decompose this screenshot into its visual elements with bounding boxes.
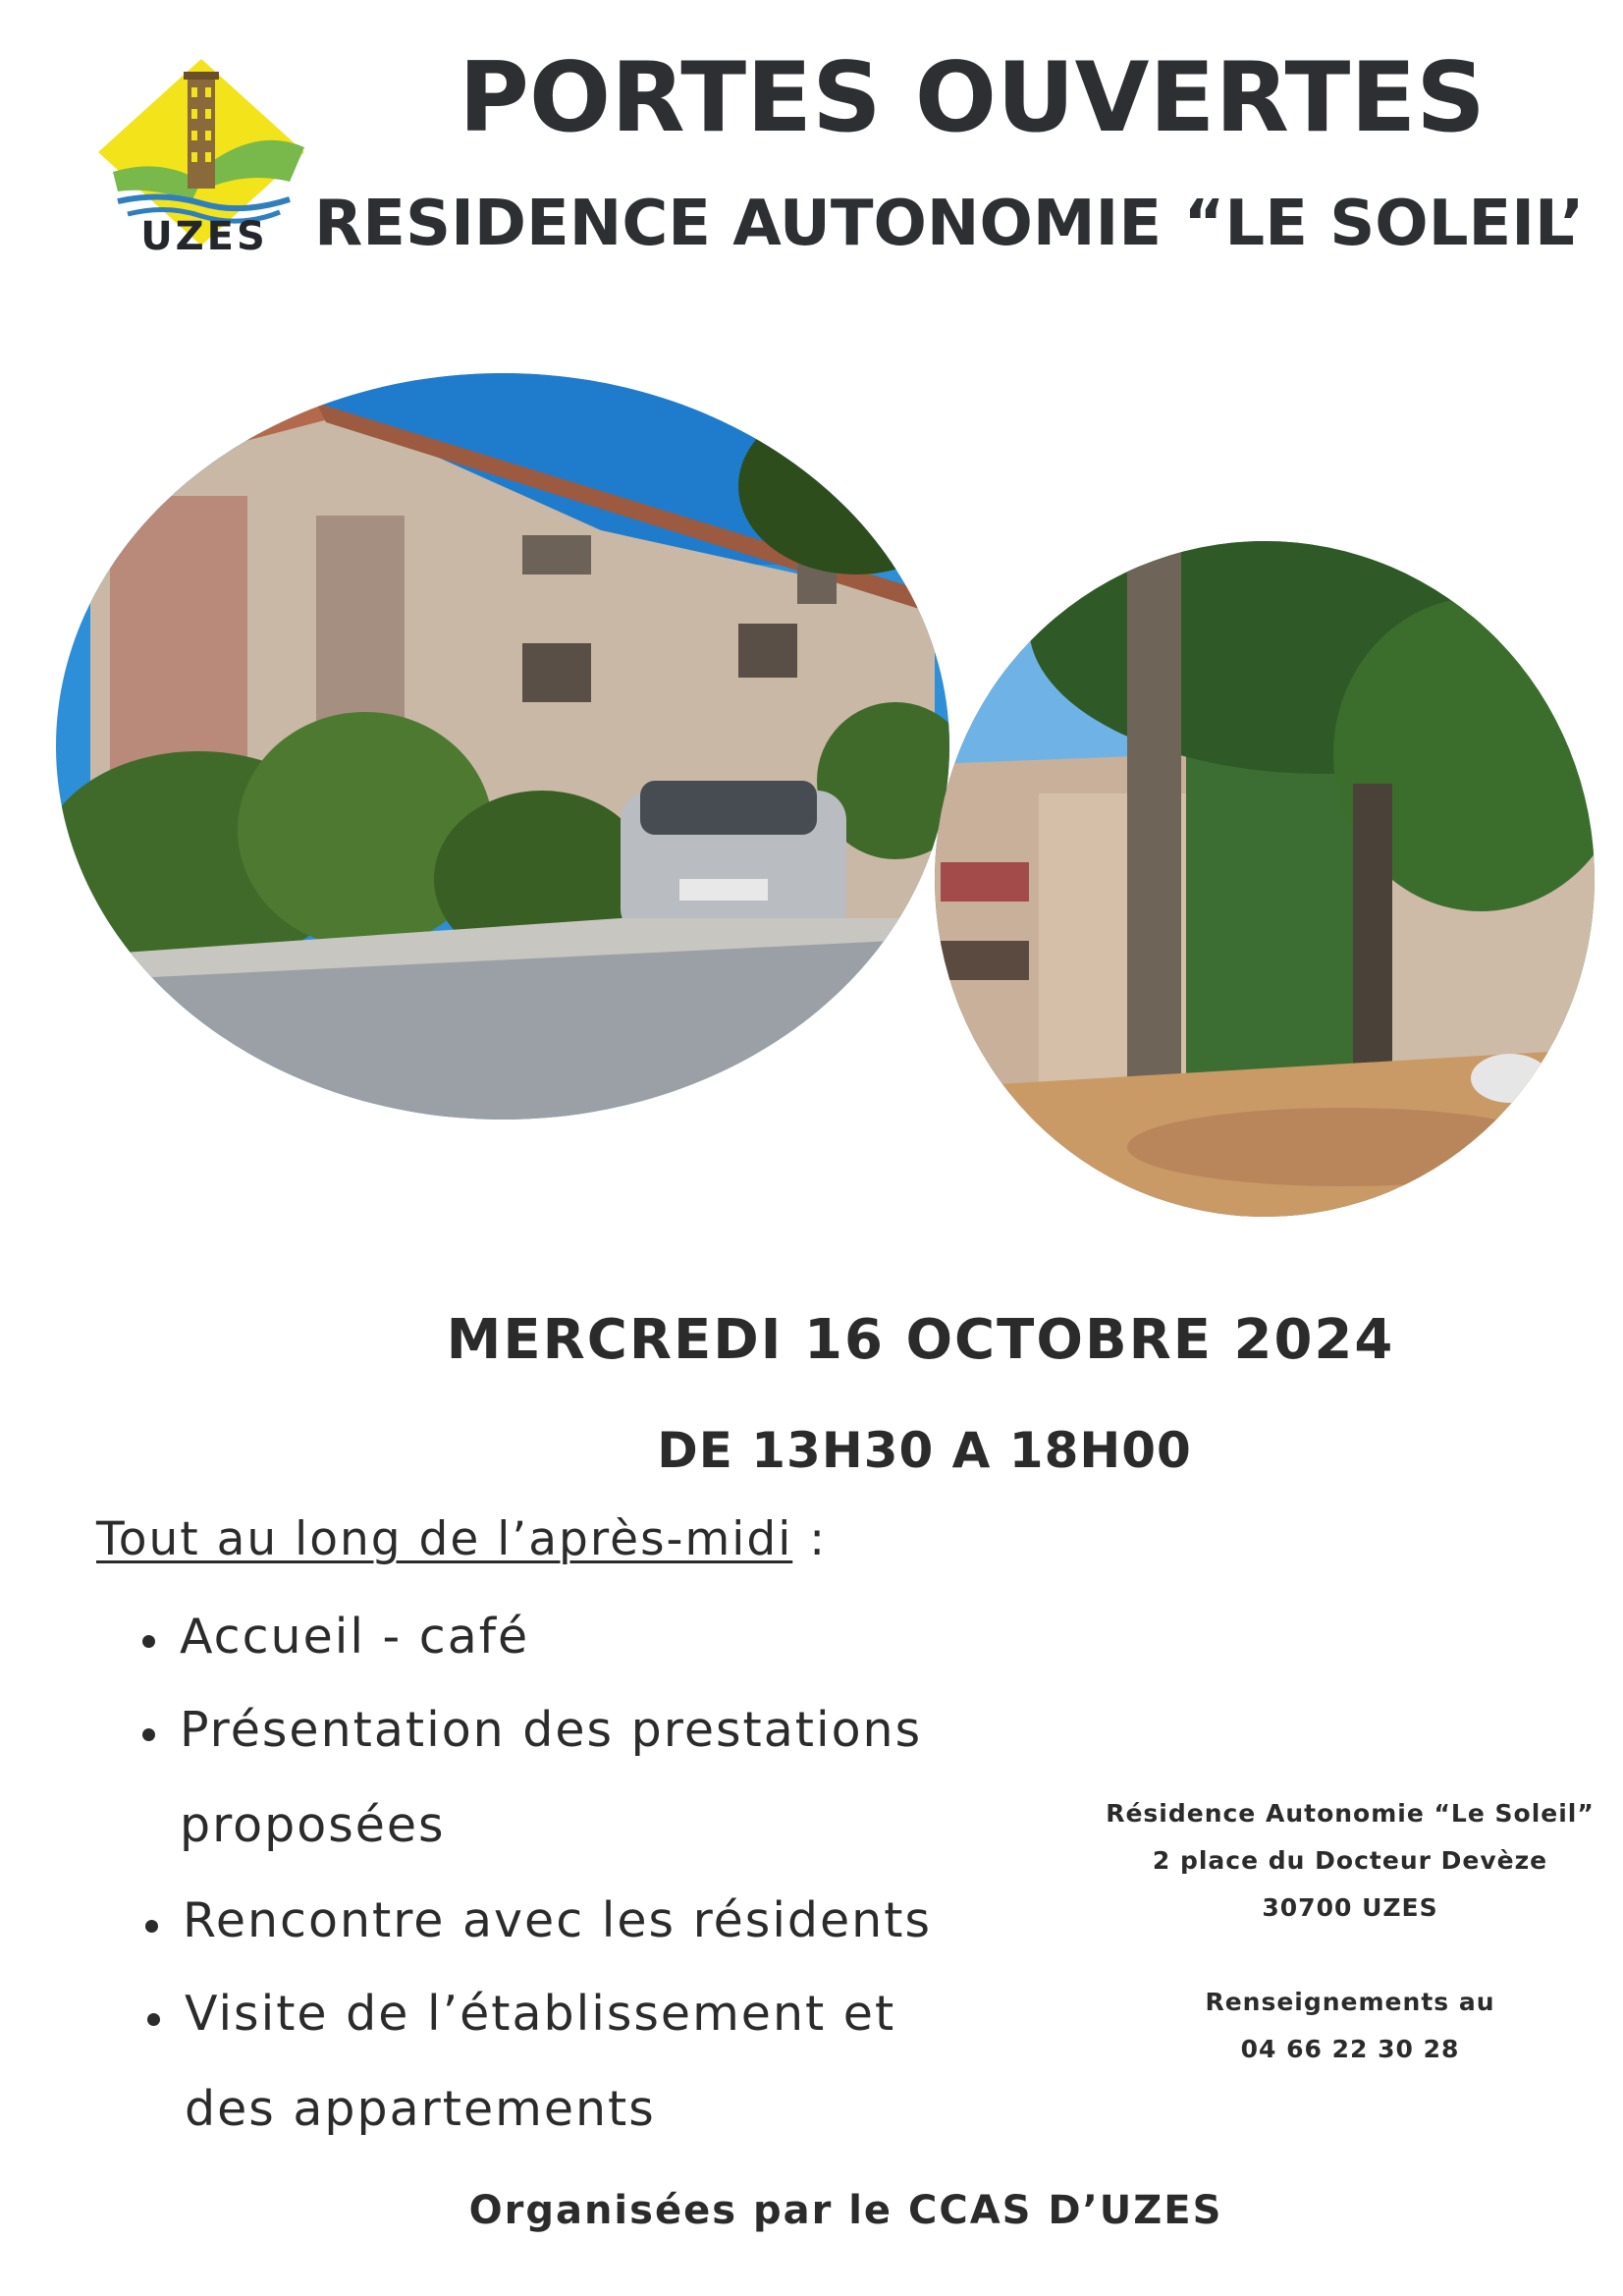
address-name: Résidence Autonomie “Le Soleil” — [1106, 1799, 1595, 1828]
address-city: 30700 UZES — [1262, 1893, 1438, 1922]
building-photo — [51, 368, 954, 1124]
bullet-icon — [142, 1728, 155, 1741]
program-item-2-continued: proposées — [180, 1797, 446, 1853]
bullet-icon — [145, 1920, 158, 1933]
program-item-1: Accueil - café — [180, 1609, 530, 1665]
logo-text: UZES — [140, 214, 268, 259]
phone-number: 04 66 22 30 28 — [1240, 2035, 1460, 2063]
bullet-icon — [147, 2013, 160, 2026]
event-date: MERCREDI 16 OCTOBRE 2024 — [446, 1308, 1395, 1372]
program-item-4-continued: des appartements — [185, 2081, 656, 2137]
program-item-4: Visite de l’établissement et — [185, 1986, 896, 2042]
program-item-2: Présentation des prestations — [180, 1702, 923, 1758]
program-intro — [96, 1512, 827, 1566]
program-intro-text: Tout au long de l’après-midi — [96, 1512, 793, 1566]
info-label: Renseignements au — [1205, 1988, 1495, 2016]
program-intro-suffix: : — [792, 1512, 828, 1566]
garden-photo — [931, 538, 1598, 1221]
event-time: DE 13H30 A 18H00 — [657, 1422, 1192, 1479]
logo-tower-icon — [184, 72, 219, 189]
page-title: PORTES OUVERTES — [459, 42, 1486, 154]
address-street: 2 place du Docteur Devèze — [1152, 1846, 1548, 1875]
bullet-icon — [142, 1635, 155, 1648]
organizer-text: Organisées par le CCAS D’UZES — [468, 2188, 1223, 2233]
program-item-3: Rencontre avec les résidents — [183, 1892, 932, 1948]
page-subtitle: RESIDENCE AUTONOMIE “LE SOLEIL’ — [314, 188, 1585, 260]
